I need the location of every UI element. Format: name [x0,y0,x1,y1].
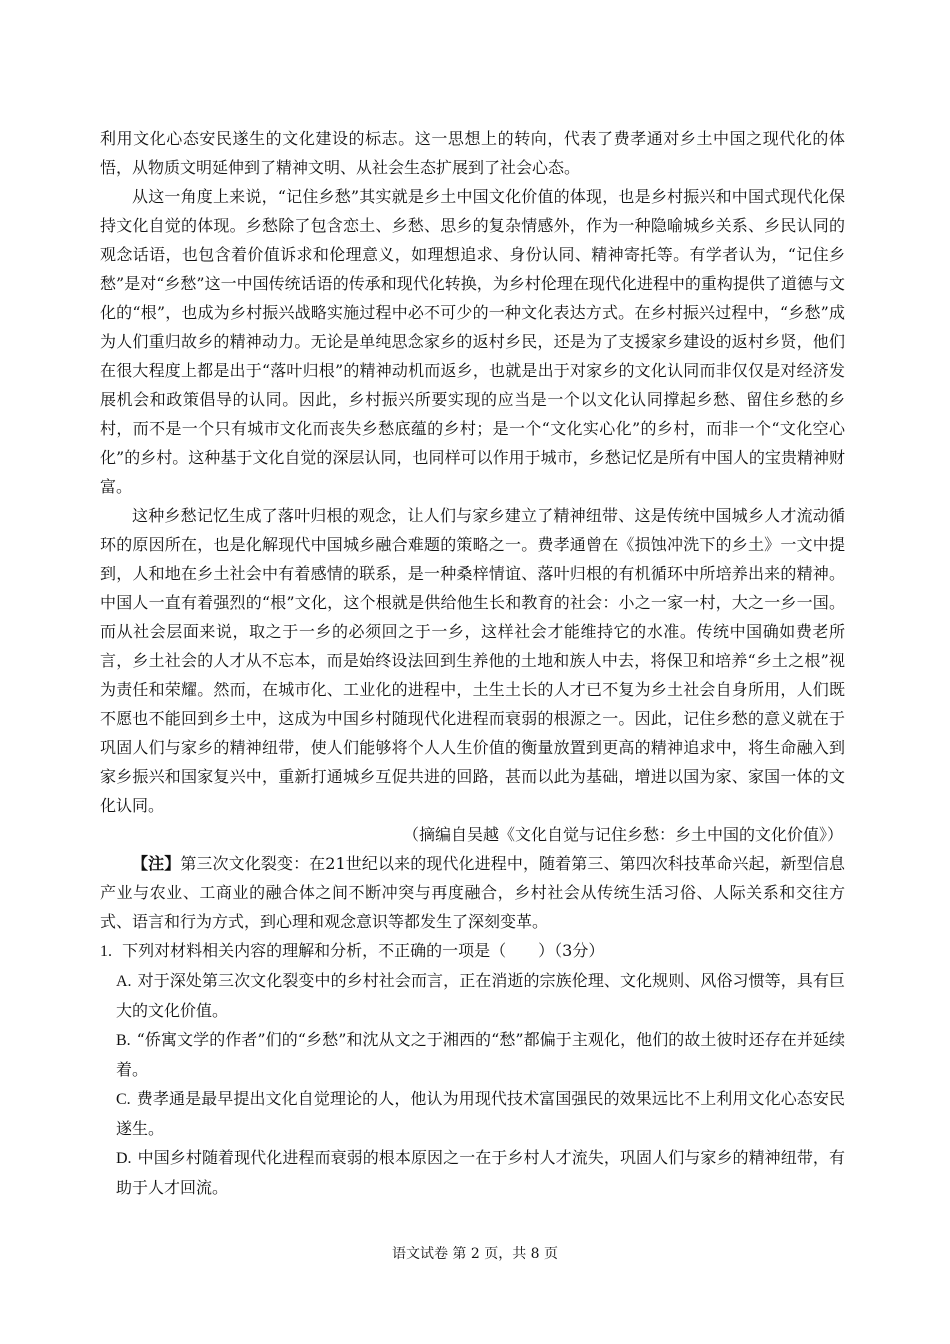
note-text: 第三次文化裂变：在21世纪以来的现代化进程中，随着第三、第四次科技革命兴起，新型信息产业与农业、工商业的融合体之间不断冲突与再度融合，乡村社会从传统生活习俗、人际关系和交往方式、语言和行为方式，到心理和观念意识等都发生了深刻变革。 [100,854,845,931]
source-citation: （摘编自吴越《文化自觉与记住乡愁：乡土中国的文化价值》） [402,825,843,844]
paragraph-continuation: 利用文化心态安民遂生的文化建设的标志。这一思想上的转向，代表了费孝通对乡土中国之现代化的体悟，从物质文明延伸到了精神文明、从社会生态扩展到了社会心态。 [100,129,845,177]
option-c[interactable] [100,1084,845,1143]
option-b[interactable] [100,1025,845,1084]
option-letter: A. [116,973,132,990]
question-stem [100,936,845,966]
paragraph-nostalgia-memory: 这种乡愁记忆生成了落叶归根的观念，让人们与家乡建立了精神纽带、这是传统中国城乡人才流动循环的原因所在，也是化解现代中国城乡融合难题的策略之一。费孝通曾在《损蚀冲洗下的乡土》一文中提到，人和地在乡土社会中有着感情的联系，是一种桑梓情谊、落叶归根的有机循环中所培养出来的精神。中国人一直有着强烈的“根”文化，这个根就是供给他生长和教育的社会：小之一家一村，大之一乡一国。而从社会层面来说，取之于一乡的必须回之于一乡，这样社会才能维持它的水准。传统中国确如费老所言，乡土社会的人才从不忘本，而是始终设法回到生养他的土地和族人中去，将保卫和培养“乡土之根”视为责任和荣耀。然而，在城市化、工业化的进程中，土生土长的人才已不复为乡土社会自身所用，人们既不愿也不能回到乡土中，这成为中国乡村随现代化进程而衰弱的根源之一。因此，记住乡愁的意义就在于巩固人们与家乡的精神纽带，使人们能够将个人人生价值的衡量放置到更高的精神追求中，将生命融入到家乡振兴和国家复兴中，重新打通城乡互促共进的回路，甚而以此为基础，增进以国为家、家国一体的文化认同。 [100,506,845,815]
page-content [100,124,845,1202]
option-text: “侨寓文学的作者”们的“乡愁”和沈从文之于湘西的“愁”都偏于主观化，他们的故土彼时还存在并延续着。 [116,1030,845,1079]
option-letter: C. [116,1091,131,1108]
question-number: 1. [100,943,112,960]
option-text: 中国乡村随着现代化进程而衰弱的根本原因之一在于乡村人才流失，巩固人们与家乡的精神纽带，有助于人才回流。 [116,1148,845,1197]
option-letter: B. [116,1032,131,1049]
paragraph-nostalgia-value: 从这一角度上来说，“记住乡愁”其实就是乡土中国文化价值的体现，也是乡村振兴和中国式现代化保持文化自觉的体现。乡愁除了包含恋土、乡愁、思乡的复杂情感外，作为一种隐喻城乡关系、乡民认同的观念话语，也包含着价值诉求和伦理意义，如理想追求、身份认同、精神寄托等。有学者认为，“记住乡愁”是对“乡愁”这一中国传统话语的传承和现代化转换，为乡村伦理在现代化进程中的重构提供了道德与文化的“根”，也成为乡村振兴战略实施过程中必不可少的一种文化表达方式。在乡村振兴过程中，“乡愁”成为人们重归故乡的精神动力。无论是单纯思念家乡的返村乡民，还是为了支援家乡建设的返村乡贤，他们在很大程度上都是出于“落叶归根”的精神动机而返乡，也就是出于对家乡的文化认同而非仅仅是对经济发展机会和政策倡导的认同。因此，乡村振兴所要实现的应当是一个以文化认同撑起乡愁、留住乡愁的乡村，而不是一个只有城市文化而丧失乡愁底蕴的乡村；是一个“文化实心化”的乡村，而非一个“文化空心化”的乡村。这种基于文化自觉的深层认同，也同样可以作用于城市，乡愁记忆是所有中国人的宝贵精神财富。 [100,187,845,496]
option-d[interactable] [100,1143,845,1202]
annotation-note [100,849,845,936]
question-text: 下列对材料相关内容的理解和分析，不正确的一项是（ ）（3分） [122,941,605,960]
option-text: 费孝通是最早提出文化自觉理论的人，他认为用现代技术富国强民的效果远比不上利用文化心态安民遂生。 [116,1089,845,1138]
option-a[interactable] [100,966,845,1025]
option-text: 对于深处第三次文化裂变中的乡村社会而言，正在消逝的宗族伦理、文化规则、风俗习惯等，具有巨大的文化价值。 [116,971,845,1020]
page-footer: 语文试卷 第 2 页，共 8 页 [391,1246,559,1262]
note-tag: 【注】 [132,854,181,873]
option-letter: D. [116,1150,132,1167]
